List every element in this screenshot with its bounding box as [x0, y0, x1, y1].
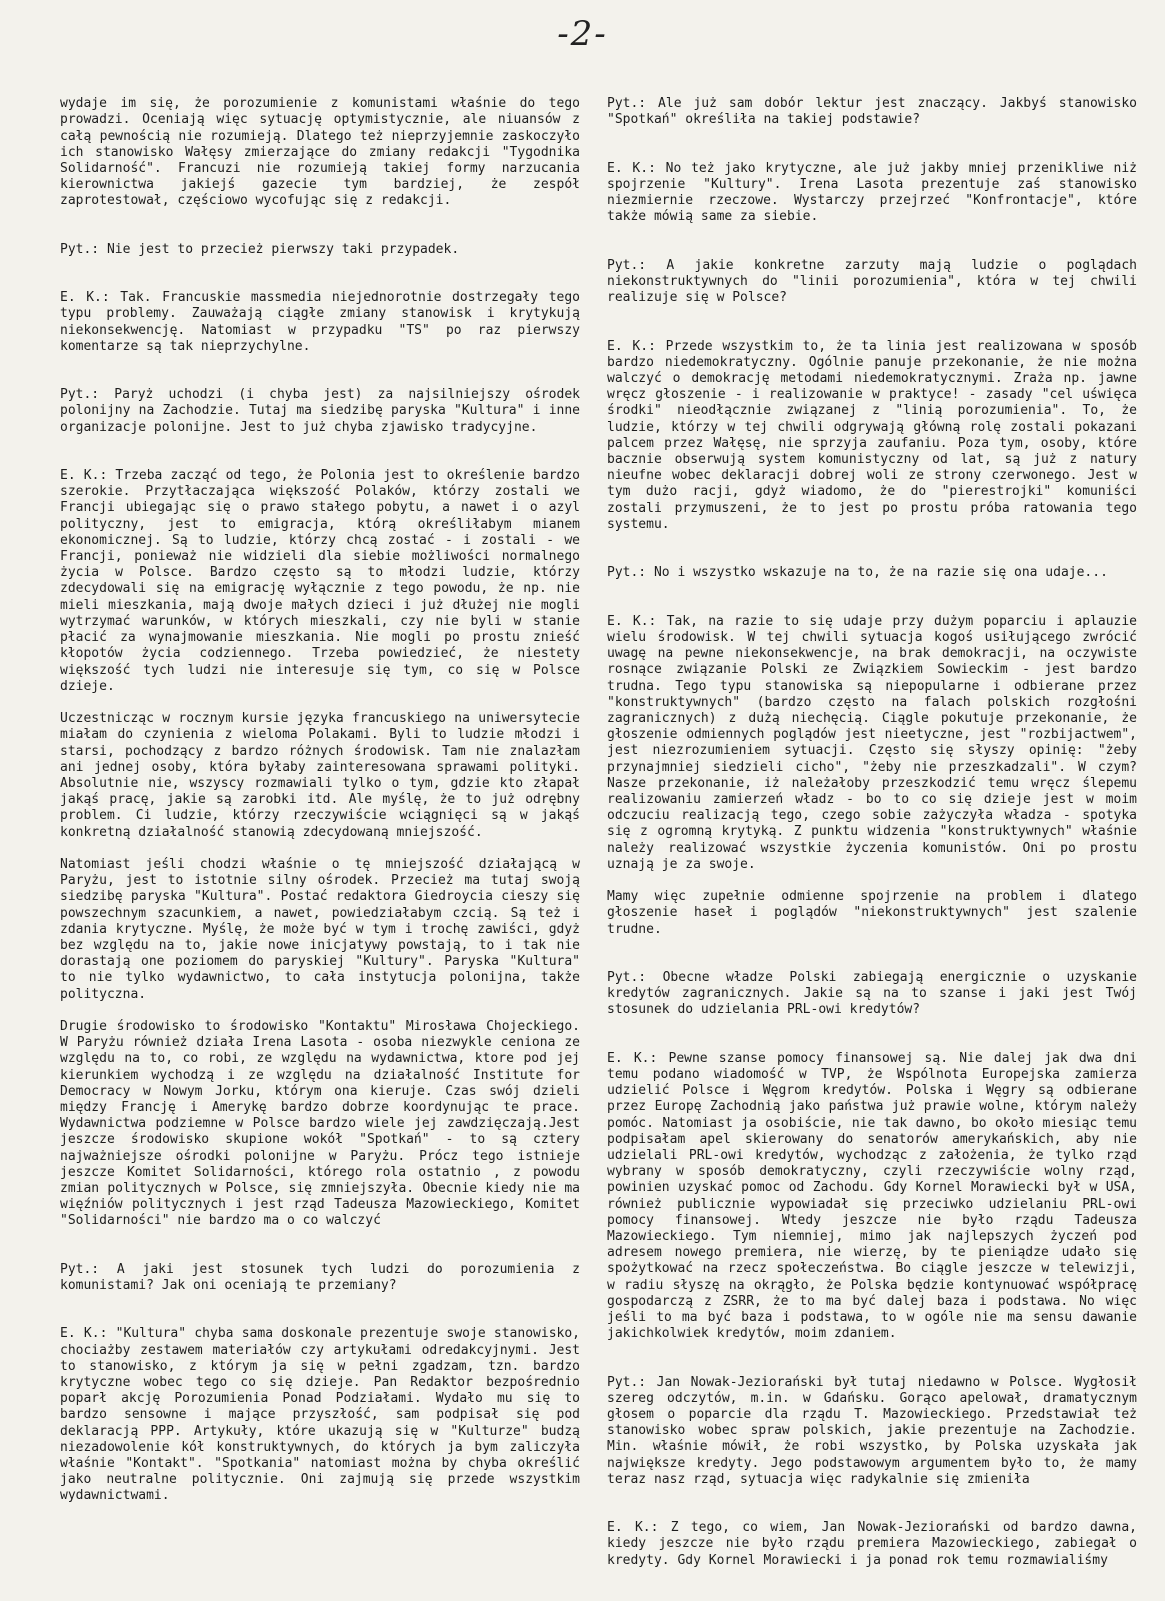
question-paragraph: Pyt.: Ale już sam dobór lektur jest znaczący. Jakbyś stanowisko "Spotkań" określiła na takiej podstawie? [607, 96, 1137, 128]
question-paragraph: Pyt.: Obecne władze Polski zabiegają energicznie o uzyskanie kredytów zagranicznych. Jakie są na to szanse i jaki jest Twój stosunek do udzielania PRL-owi kredytów? [607, 969, 1137, 1018]
answer-paragraph: E. K.: Tak, na razie to się udaje przy dużym poparciu i aplauzie wielu środowisk. W tej chwili sytuacja kogoś usiłującego zwrócić uwagę na pewne niekonsekwencje, na brak demokracji, na oczywiste rosnące związanie Polski ze Związkiem Sowieckim - jest bardzo trudna. Tego typu stanowiska są niepopularne i odbierane przez "konstruktywnych" (bardzo często na falach polskich rozgłośni zagranicznych) z dużą niechęcią. Ciągle pokutuje przekonanie, że głoszenie odmiennych poglądów jest nieetyczne, jest "rozbijactwem", jest niezrozumieniem sytuacji. Często się słyszy opinię: "żeby przynajmniej siedzieli cicho", "żeby nie przeszkadzali". W czym? Nasze przekonanie, iż należałoby przeszkodzić temu wręcz ślepemu realizowaniu zamierzeń władz - bo to co się dzieje jest w moim odczuciu realizacją tego, czego sobie zażyczyła władza - spotyka się z ogromną krytyką. Z punktu widzenia "konstruktywnych" właśnie należy realizować wszystkie życzenia komunistów. Oni po prostu uznają je za swoje. [607, 613, 1137, 872]
question-paragraph: Pyt.: A jakie konkretne zarzuty mają ludzie o poglądach niekonstruktywnych do "linii porozumienia", która w tej chwili realizuje się w Polsce? [607, 257, 1137, 306]
paragraph: wydaje im się, że porozumienie z komunistami właśnie do tego prowadzi. Oceniają więc sytuację optymistycznie, ale niuansów z całą pewnością nie rozumieją. Dlatego też nieprzyjemnie zaskoczyło ich stanowisko Wałęsy zmierzające do zmiany redakcji "Tygodnika Solidarność". Francuzi nie rozumieją takiej formy narzucania kierownictwa jakiejś gazecie tym bardziej, że zespół zaprotestował, częściowo wycofując się z redakcji. [60, 96, 580, 209]
answer-paragraph: Natomiast jeśli chodzi właśnie o tę mniejszość działającą w Paryżu, jest to istotnie silny ośrodek. Przecież ma tutaj swoją siedzibę paryska "Kultura". Postać redaktora Giedroycia cieszy się powszechnym szacunkiem, a nawet, powiedziałabym czcią. Są też i zdania krytyczne. Myślę, że może być w tym i trochę zawiści, gdyż bez względu na to, jakie nowe inicjatywy powstają, to i tak nie dorastają one poziomem do paryskiej "Kultury". Paryska "Kultura" to nie tylko wydawnictwo, to cała instytucja polonijna, także polityczna. [60, 856, 580, 1002]
answer-paragraph: Uczestnicząc w rocznym kursie języka francuskiego na uniwersytecie miałam do czynienia z wieloma Polakami. Byli to ludzie młodzi i starsi, pochodzący z bardzo różnych środowisk. Tam nie znalazłam ani jednej osoby, która byłaby zainteresowana sprawami polityki. Absolutnie nie, wszyscy rozmawiali tylko o tym, gdzie kto złapał jakąś pracę, jakie są zarobki itd. Ale myślę, że to już odrębny problem. Ci ludzie, którzy rzeczywiście wciągnięci są w jakąś konkretną działalność stanowią zdecydowaną mniejszość. [60, 711, 580, 840]
answer-paragraph: E. K.: No też jako krytyczne, ale już jakby mniej przenikliwe niż spojrzenie "Kultury". Irena Lasota prezentuje zaś stanowisko niezmiernie rzeczowe. Wystarczy przejrzeć "Konfrontacje", które także mówią same za siebie. [607, 160, 1137, 225]
answer-paragraph: E. K.: Przede wszystkim to, że ta linia jest realizowana w sposób bardzo niedemokratyczny. Ogólnie panuje przekonanie, że nie można walczyć o demokrację metodami niedemokratycznymi. Zraża np. jawne wręcz głoszenie - i realizowanie w praktyce! - zasady "cel uświęca środki" nieodłącznie związanej z "linią porozumienia". To, że ludzie, którzy w tej chwili odgrywają główną rolę zostali pokazani palcem przez Wałęsę, nie sprzyja zaufaniu. Poza tym, osoby, które bacznie obserwują system komunistyczny od lat, są już z natury nieufne wobec deklaracji dobrej woli ze strony czerwonego. Jest w tym dużo racji, gdyż wiadomo, że do "pierestrojki" komuniści zostali przymuszeni, że to jest po prostu próba ratowania tego systemu. [607, 338, 1137, 532]
question-paragraph: Pyt.: Paryż uchodzi (i chyba jest) za najsilniejszy ośrodek polonijny na Zachodzie. Tutaj ma siedzibę paryska "Kultura" i inne organizacje polonijne. Jest to już chyba zjawisko tradycyjne. [60, 387, 580, 435]
question-paragraph: Pyt.: Nie jest to przecież pierwszy taki przypadek. [60, 241, 460, 257]
answer-paragraph: E. K.: Trzeba zacząć od tego, że Polonia jest to określenie bardzo szerokie. Przytłaczająca większość Polaków, którzy zostali we Francji ubiegając się o prawo stałego pobytu, a nawet i o azyl polityczny, jest to emigracja, którą określiłabym mianem ekonomicznej. Są to ludzie, którzy chcą zostać - i zostali - we Francji, ponieważ nie widzieli dla siebie możliwości normalnego życia w Polsce. Bardzo często są to młodzi ludzie, którzy zdecydowali się na emigrację wyłącznie z tego powodu, że np. nie mieli mieszkania, mają dwoje małych dzieci i już dłużej nie mogli wytrzymać warunków, w których mieszkali, czy nie byli w stanie płacić za wynajmowanie mieszkania. Nie mogli po prostu znieść kłopotów życia codziennego. Trzeba powiedzieć, że niestety większość tych ludzi nie interesuje się tym, co się w Polsce dzieje. [60, 468, 580, 694]
answer-paragraph: Drugie środowisko to środowisko "Kontaktu" Mirosława Chojeckiego. W Paryżu również działa Irena Lasota - osoba niezwykle ceniona ze względu na to, co robi, ze względu na wydawnictwa, ktore pod jej kierunkiem wychodzą i ze względu na działalność Institute for Democracy w Nowym Jorku, którym ona kieruje. Czas swój dzieli między Francję i Amerykę bardzo dobrze koordynując te prace. Wydawnictwa podziemne w Polsce bardzo wiele jej zawdzięczają.Jest jeszcze środowisko skupione wokół "Spotkań" - to są cztery najważniejsze ośrodki polonijne w Paryżu. Prócz tego istnieje jeszcze Komitet Solidarności, którego rola ostatnio , z powodu zmian politycznych w Polsce, się zmniejszyła. Obecnie kiedy nie ma więźniów politycznych i jest rząd Tadeusza Mazowieckiego, Komitet "Solidarności" nie bardzo ma o co walczyć [60, 1018, 580, 1229]
answer-paragraph: E. K.: Z tego, co wiem, Jan Nowak-Jeziorański od bardzo dawna, kiedy jeszcze nie było rządu premiera Mazowieckiego, zabiegał o kredyty. Gdy Kornel Morawiecki i ja ponad rok temu rozmawialiśmy [607, 1520, 1137, 1568]
question-paragraph: Pyt.: A jaki jest stosunek tych ludzi do porozumienia z komunistami? Jak oni oceniają te przemiany? [60, 1261, 580, 1294]
page-number: -2- [557, 14, 608, 54]
question-paragraph: Pyt.: No i wszystko wskazuje na to, że na razie się ona udaje... [607, 565, 1108, 581]
answer-paragraph: Mamy więc zupełnie odmienne spojrzenie na problem i dlatego głoszenie haseł i poglądów "niekonstruktywnych" jest szalenie trudne. [607, 889, 1137, 937]
answer-paragraph: E. K.: Tak. Francuskie massmedia niejednorotnie dostrzegały tego typu problemy. Zauważają ciągłe zmiany stanowisk i krytykują niekonsekwencję. Natomiast w przypadku "TS" po raz pierwszy komentarze są tak nieprzychylne. [60, 290, 580, 354]
answer-paragraph: E. K.: Pewne szanse pomocy finansowej są. Nie dalej jak dwa dni temu podano wiadomość w TVP, że Wspólnota Europejska zamierza udzielić Polsce i Węgrom kredytów. Polska i Węgry są odbierane przez Europę Zachodnią jako państwa już prawie wolne, którym należy pomóc. Natomiast ja osobiście, nie tak dawno, bo około miesiąc temu podpisałam apel skierowany do senatorów amerykańskich, aby nie udzielali PRL-owi kredytów, wychodząc z założenia, że tylko rząd wybrany w sposób demokratyczny, czyli rzeczywiście wolny rząd, powinien uzyskać pomoc od Zachodu. Gdy Kornel Morawiecki był w USA, również publicznie wypowiadał się przeciwko udzielaniu PRL-owi pomocy finansowej. Wtedy jeszcze nie było rządu Tadeusza Mazowieckiego. Tym niemniej, mimo jak najlepszych życzeń pod adresem nowego premiera, nie wierzę, by te pieniądze udało się spożytkować na rzecz społeczeństwa. Bo ciągle jeszcze w telewizji, w radiu słyszę na okrągło, że Polska będzie kontynuować współpracę gospodarczą z ZSRR, że to ma być dalej baza i podstawa. No więc jeśli to ma być baza i podstawa, to w ogóle nie ma sensu dawanie jakichkolwiek kredytów, moim zdaniem. [607, 1050, 1137, 1342]
right-column [607, 80, 1137, 1568]
answer-paragraph: E. K.: "Kultura" chyba sama doskonale prezentuje swoje stanowisko, chociażby zestawem materiałów czy artykułami odredakcyjnymi. Jest to stanowisko, z którym ja się w pełni zgadzam, tzn. bardzo krytyczne wobec tego co się dzieje. Pan Redaktor bezpośrednio poparł akcję Porozumienia Ponad Podziałami. Wydało mu się to bardzo sensowne i mające przyszłość, sam podpisał się pod deklaracją PPP. Artykuły, które ukazują się w "Kulturze" budzą niezadowolenie kół konstruktywnych, do których ja bym zaliczyła właśnie "Kontakt". "Spotkania" natomiast można by chyba określić jako neutralne politycznie. Oni zajmują się przede wszystkim wydawnictwami. [60, 1326, 580, 1504]
question-paragraph: Pyt.: Jan Nowak-Jeziorański był tutaj niedawno w Polsce. Wygłosił szereg odczytów, m.in. w Gdańsku. Gorąco apelował, dramatycznym głosem o poparcie dla rządu T. Mazowieckiego. Przedstawiał też stanowisko wobec spraw polskich, jakie prezentuje na Zachodzie. Min. właśnie mówił, że robi wszystko, by Polska uzyskała jak największe kredyty. Jego podstawowym argumentem było to, że mamy teraz nasz rząd, sytuacja więc radykalnie się zmieniła [607, 1374, 1137, 1487]
left-column [60, 80, 580, 1520]
